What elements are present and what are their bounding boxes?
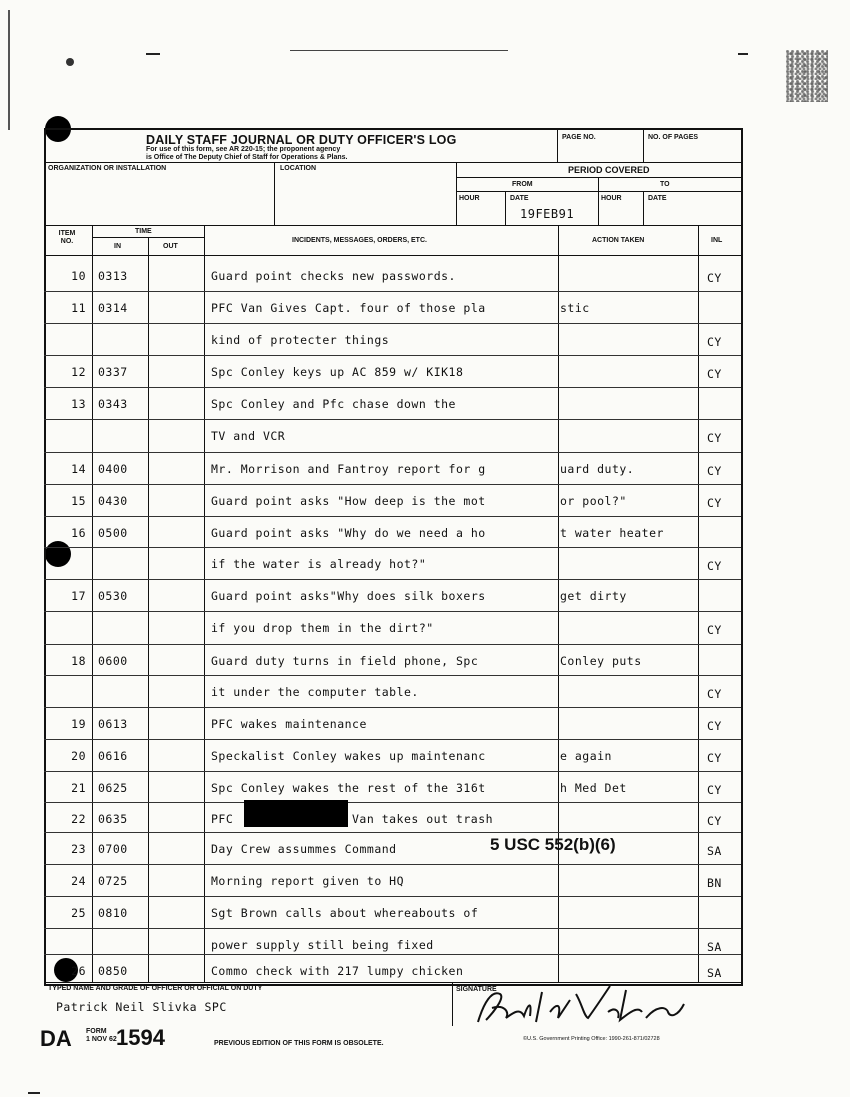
col-line-out-incidents xyxy=(204,225,205,982)
entry-incident-text-continued: uard duty. xyxy=(560,462,635,476)
entry-incident-text-continued: or pool?" xyxy=(560,494,627,508)
row-separator xyxy=(44,832,741,833)
row-separator xyxy=(44,771,741,772)
entry-initials: CY xyxy=(707,335,722,349)
col-time: TIME xyxy=(135,228,152,235)
entry-item-no: 20 xyxy=(71,749,86,763)
entry-item-no: 15 xyxy=(71,494,86,508)
entry-item-no: 23 xyxy=(71,842,86,856)
entry-time-in: 0600 xyxy=(98,654,128,668)
entry-time-in: 0635 xyxy=(98,812,128,826)
form-number: 1594 xyxy=(116,1025,165,1050)
col-line-item xyxy=(92,225,93,982)
entry-incident-text: if the water is already hot?" xyxy=(211,557,427,571)
no-of-pages-label: NO. OF PAGES xyxy=(648,134,699,141)
rule-under-from-to xyxy=(456,191,741,192)
entry-time-in: 0343 xyxy=(98,397,128,411)
entry-initials: CY xyxy=(707,814,722,828)
entry-item-no: 18 xyxy=(71,654,86,668)
row-separator xyxy=(44,896,741,897)
row-separator xyxy=(44,452,741,453)
entry-time-in: 0850 xyxy=(98,964,128,978)
entry-incident-text: Guard duty turns in field phone, Spc xyxy=(211,654,479,668)
rule-period-left xyxy=(456,162,457,225)
entry-incident-text-continued: Conley puts xyxy=(560,654,642,668)
col-line-in-out xyxy=(148,237,149,982)
form-label: FORM 1 NOV 62 xyxy=(86,1028,117,1043)
officer-name: Patrick Neil Slivka SPC xyxy=(56,1000,227,1014)
entry-incident-text: Commo check with 217 lumpy chicken xyxy=(211,964,464,978)
form-title: DAILY STAFF JOURNAL OR DUTY OFFICER'S LOG xyxy=(146,133,457,147)
rule-under-title xyxy=(44,162,741,163)
row-separator xyxy=(44,579,741,580)
entry-incident-text-continued: t water heater xyxy=(560,526,664,540)
entry-initials: CY xyxy=(707,464,722,478)
rule-location-left xyxy=(274,162,275,225)
row-separator xyxy=(44,387,741,388)
row-separator xyxy=(44,355,741,356)
entry-item-no: 17 xyxy=(71,589,86,603)
entry-incident-text-continued: get dirty xyxy=(560,589,627,603)
entry-item-no: 25 xyxy=(71,906,86,920)
col-action-taken: ACTION TAKEN xyxy=(592,237,645,244)
entry-initials: SA xyxy=(707,940,722,954)
entry-incident-text: Guard point checks new passwords. xyxy=(211,269,456,283)
entry-incident-text: Guard point asks"Why does silk boxers xyxy=(211,589,486,603)
row-separator xyxy=(44,739,741,740)
form-subtitle: For use of this form, see AR 220-15; the proponent agency is Office of The Deputy Chief of Staff for Operations & Plans. xyxy=(146,146,348,161)
entry-incident-text: Guard point asks "Why do we need a ho xyxy=(211,526,486,540)
location-label: LOCATION xyxy=(280,165,317,172)
entry-incident-text-continued: h Med Det xyxy=(560,781,627,795)
entry-time-in: 0400 xyxy=(98,462,128,476)
entry-item-no: 13 xyxy=(71,397,86,411)
entry-initials: CY xyxy=(707,367,722,381)
entry-initials: CY xyxy=(707,623,722,637)
entry-incident-text: PFC xyxy=(211,812,234,826)
gpo-imprint: ©U.S. Government Printing Office: 1990-261-871/02728 xyxy=(523,1036,660,1042)
entry-incident-text: Spc Conley wakes the rest of the 316t xyxy=(211,781,486,795)
scan-mark-dash-1 xyxy=(146,53,160,55)
entry-incident-text: Mr. Morrison and Fantroy report for g xyxy=(211,462,486,476)
entry-time-in: 0337 xyxy=(98,365,128,379)
row-separator xyxy=(44,864,741,865)
entry-incident-text: Morning report given to HQ xyxy=(211,874,405,888)
row-separator xyxy=(44,484,741,485)
entry-incident-text: Speckalist Conley wakes up maintenanc xyxy=(211,749,486,763)
entry-initials: CY xyxy=(707,496,722,510)
entry-incident-text: Guard point asks "How deep is the mot xyxy=(211,494,486,508)
entry-item-no: 12 xyxy=(71,365,86,379)
row-separator xyxy=(44,419,741,420)
row-separator xyxy=(44,707,741,708)
entry-initials: SA xyxy=(707,844,722,858)
rule-page-no-left xyxy=(557,128,558,162)
entry-initials: BN xyxy=(707,876,722,890)
entry-incident-text: PFC wakes maintenance xyxy=(211,717,367,731)
entry-incident-text: Spc Conley and Pfc chase down the xyxy=(211,397,456,411)
entry-initials: CY xyxy=(707,719,722,733)
page-no-label: PAGE NO. xyxy=(562,134,596,141)
entry-initials: CY xyxy=(707,271,722,285)
entry-item-no: 16 xyxy=(71,526,86,540)
row-separator xyxy=(44,291,741,292)
entry-initials: CY xyxy=(707,751,722,765)
entry-incident-text: power supply still being fixed xyxy=(211,938,434,952)
entry-time-in: 0500 xyxy=(98,526,128,540)
entry-time-in: 0616 xyxy=(98,749,128,763)
rule-from-hour-date xyxy=(505,191,506,225)
col-line-inl xyxy=(698,225,699,982)
row-separator xyxy=(44,954,741,955)
entry-incident-text: Spc Conley keys up AC 859 w/ KIK18 xyxy=(211,365,464,379)
col-out: OUT xyxy=(163,243,178,250)
rule-pages-left xyxy=(643,128,644,162)
entry-time-in: 0700 xyxy=(98,842,128,856)
entry-initials: SA xyxy=(707,966,722,980)
entry-item-no: 14 xyxy=(71,462,86,476)
scan-speck-star xyxy=(66,58,74,66)
row-separator xyxy=(44,323,741,324)
from-date-value: 19FEB91 xyxy=(520,207,575,221)
entry-time-in: 0314 xyxy=(98,301,128,315)
col-incidents: INCIDENTS, MESSAGES, ORDERS, ETC. xyxy=(292,237,427,244)
entry-incident-text-continued: e again xyxy=(560,749,612,763)
scan-mark-top-line xyxy=(290,50,508,51)
to-hour-label: HOUR xyxy=(601,195,622,202)
rule-from-to-divider xyxy=(598,177,599,225)
from-date-label: DATE xyxy=(510,195,529,202)
entry-time-in: 0810 xyxy=(98,906,128,920)
entry-item-no: 24 xyxy=(71,874,86,888)
entry-initials: CY xyxy=(707,431,722,445)
col-in: IN xyxy=(114,243,121,250)
entry-incident-text-after-redaction: Van takes out trash xyxy=(352,812,494,826)
entry-incident-text: Day Crew assummes Command xyxy=(211,842,397,856)
entry-time-in: 0430 xyxy=(98,494,128,508)
period-covered-label: PERIOD COVERED xyxy=(568,165,650,175)
organization-label: ORGANIZATION OR INSTALLATION xyxy=(48,165,167,172)
rule-signature-left xyxy=(452,982,453,1026)
entry-incident-text: Sgt Brown calls about whereabouts of xyxy=(211,906,479,920)
entry-incident-text: it under the computer table. xyxy=(211,685,419,699)
entry-initials: CY xyxy=(707,559,722,573)
form-da-label: DA xyxy=(40,1026,72,1051)
previous-edition-note: PREVIOUS EDITION OF THIS FORM IS OBSOLETE. xyxy=(214,1040,384,1047)
scan-noise-patch xyxy=(786,50,828,102)
entry-item-no: 22 xyxy=(71,812,86,826)
row-separator xyxy=(44,611,741,612)
from-hour-label: HOUR xyxy=(459,195,480,202)
entry-incident-text: kind of protecter things xyxy=(211,333,390,347)
redaction-citation: 5 USC 552(b)(6) xyxy=(490,835,616,854)
entry-incident-text: PFC Van Gives Capt. four of those pla xyxy=(211,301,486,315)
row-separator xyxy=(44,802,741,803)
to-label: TO xyxy=(660,181,670,188)
entry-time-in: 0613 xyxy=(98,717,128,731)
entry-item-no: 26 xyxy=(71,964,86,978)
to-date-label: DATE xyxy=(648,195,667,202)
entry-time-in: 0530 xyxy=(98,589,128,603)
entry-time-in: 0725 xyxy=(98,874,128,888)
officer-label: TYPED NAME AND GRADE OF OFFICER OR OFFICIAL ON DUTY xyxy=(48,985,263,992)
scan-mark-left-edge xyxy=(8,10,10,130)
row-separator xyxy=(44,675,741,676)
row-separator xyxy=(44,547,741,548)
entry-initials: CY xyxy=(707,783,722,797)
entry-incident-text: TV and VCR xyxy=(211,429,286,443)
entry-item-no: 19 xyxy=(71,717,86,731)
col-inl: INL xyxy=(711,237,723,244)
rule-to-hour-date xyxy=(643,191,644,225)
officer-signature xyxy=(470,982,700,1030)
scan-mark-dash-2 xyxy=(738,53,748,55)
redaction-box xyxy=(244,800,348,827)
entry-incident-text: if you drop them in the dirt?" xyxy=(211,621,434,635)
row-separator xyxy=(44,644,741,645)
entry-item-no: 11 xyxy=(71,301,86,315)
col-item-no: ITEM NO. xyxy=(58,230,76,245)
entry-item-no: 21 xyxy=(71,781,86,795)
row-separator xyxy=(44,928,741,929)
col-line-action xyxy=(558,225,559,982)
from-label: FROM xyxy=(512,181,533,188)
entry-time-in: 0313 xyxy=(98,269,128,283)
entry-item-no: 10 xyxy=(71,269,86,283)
scan-mark-bottom-line xyxy=(28,1092,40,1094)
entry-incident-text-continued: stic xyxy=(560,301,590,315)
entry-initials: CY xyxy=(707,687,722,701)
signature-label: SIGNATURE xyxy=(456,986,497,993)
row-separator xyxy=(44,516,741,517)
entry-time-in: 0625 xyxy=(98,781,128,795)
rule-above-columns xyxy=(44,225,741,226)
